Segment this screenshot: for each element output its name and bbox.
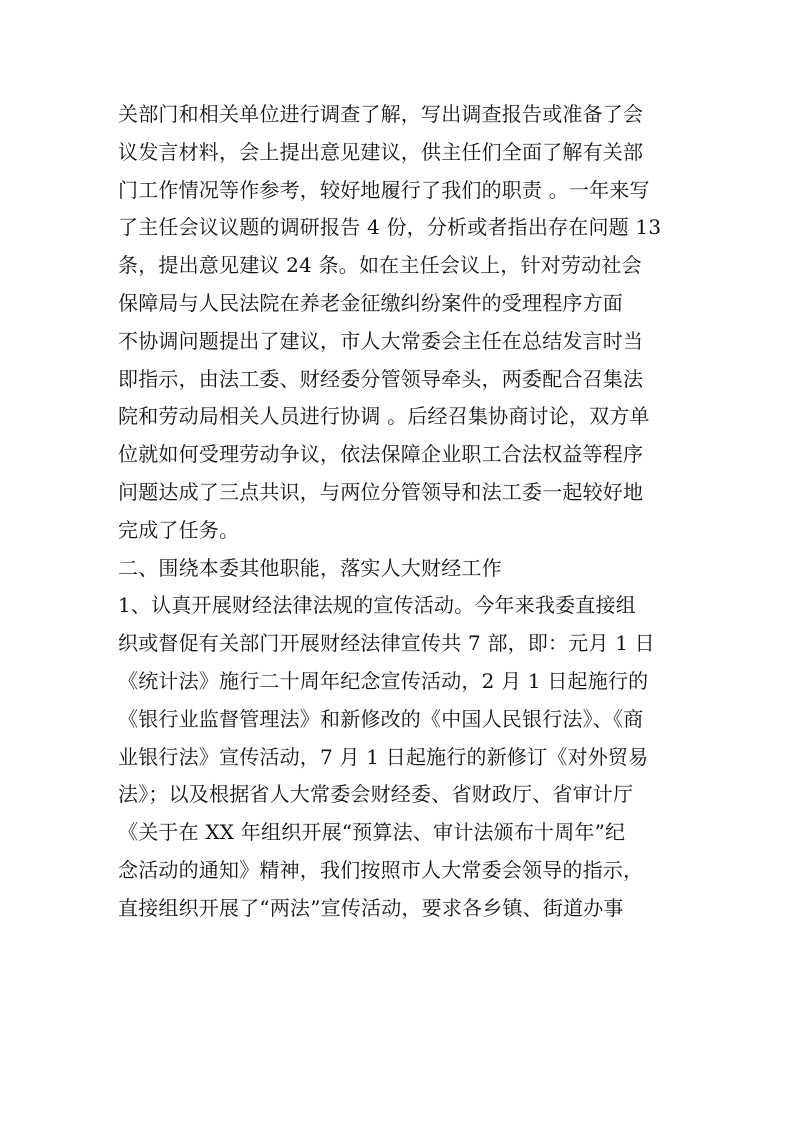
text-line-9: 院和劳动局相关人员进行协调 。后经召集协商讨论，双方单 — [118, 404, 650, 429]
text-line-15: 织或督促有关部门开展财经法律宣传共 7 部，即：元月 1 日 — [118, 631, 655, 656]
text-line-20: 《关于在 XX 年组织开展“预算法、审计法颁布十周年”纪 — [118, 820, 626, 845]
text-line-7: 不协调问题提出了建议，市人大常委会主任在总结发言时当 — [118, 328, 644, 353]
text-line-16: 《统计法》施行二十周年纪念宣传活动，2 月 1 日起施行的 — [118, 668, 649, 693]
text-line-11: 问题达成了三点共识，与两位分管领导和法工委一起较好地 — [118, 479, 644, 504]
text-line-5: 条，提出意见建议 24 条。如在主任会议上，针对劳动社会 — [118, 253, 642, 278]
text-line-18: 业银行法》宣传活动，7 月 1 日起施行的新修订《对外贸易 — [118, 744, 649, 769]
text-line-22: 直接组织开展了“两法”宣传活动，要求各乡镇、街道办事 — [118, 895, 624, 920]
text-line-21: 念活动的通知》精神，我们按照市人大常委会领导的指示， — [118, 857, 644, 882]
section-heading-line: 二、围绕本委其他职能，落实人大财经工作 — [118, 555, 502, 580]
text-line-17: 《银行业监督管理法》和新修改的《中国人民银行法》、《商 — [118, 706, 644, 731]
text-line-3: 门工作情况等作参考，较好地履行了我们的职责 。一年来写 — [118, 177, 650, 202]
text-line-19: 法》；以及根据省人大常委会财经委、省财政厅、省审计厅 — [118, 782, 634, 807]
text-line-6: 保障局与人民法院在养老金征缴纠纷案件的受理程序方面 — [118, 290, 623, 315]
text-line-8: 即指示，由法工委、财经委分管领导牵头，两委配合召集法 — [118, 366, 644, 391]
text-line-12: 完成了任务。 — [118, 517, 240, 542]
text-line-10: 位就如何受理劳动争议，依法保障企业职工合法权益等程序 — [118, 442, 644, 467]
text-line-2: 议发言材料，会上提出意见建议，供主任们全面了解有关部 — [118, 139, 644, 164]
text-line-1: 关部门和相关单位进行调查了解，写出调查报告或准备了会 — [118, 102, 644, 126]
text-line-4: 了主任会议议题的调研报告 4 份，分析或者指出存在问题 13 — [118, 215, 662, 240]
document-body-text — [118, 96, 683, 928]
text-line-14: 1、认真开展财经法律法规的宣传活动。今年来我委直接组 — [118, 593, 636, 618]
